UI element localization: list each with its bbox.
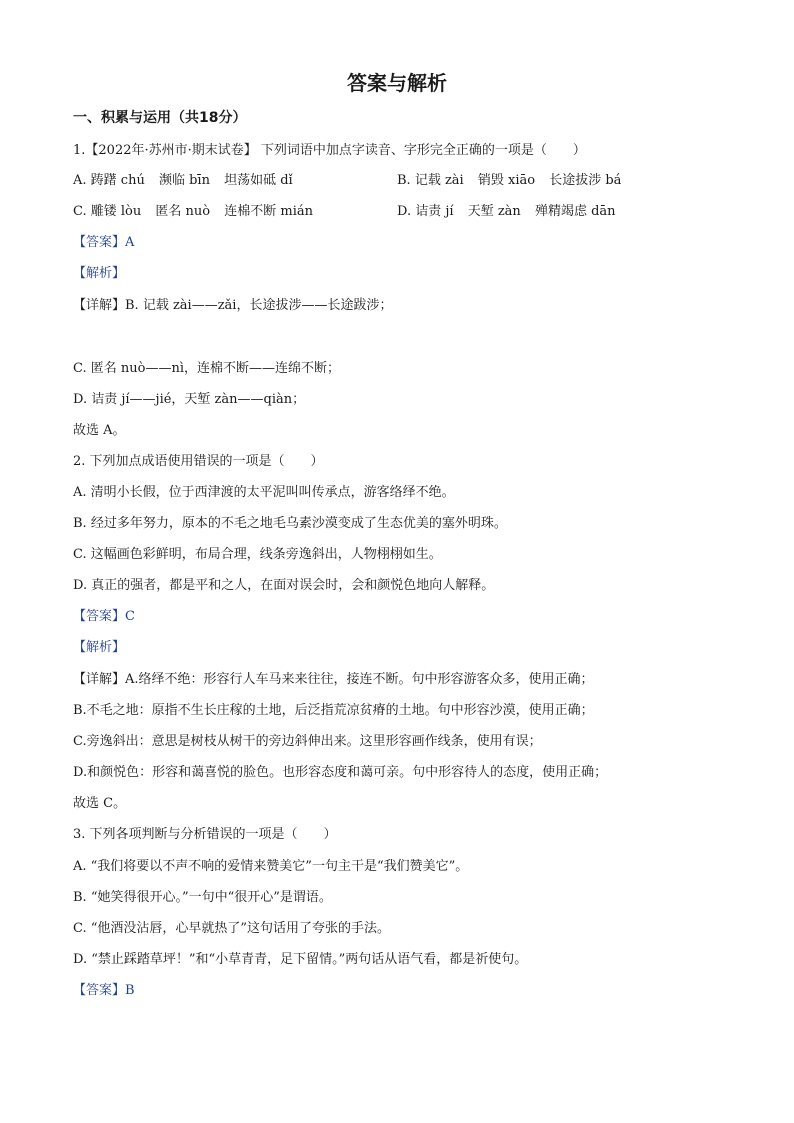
q2-stem: 2. 下列加点成语使用错误的一项是（ ） (73, 454, 324, 469)
q1-option-a-part: 濒临 bīn (158, 173, 210, 188)
q1-option-d (397, 204, 616, 220)
q3-answer: 【答案】B (73, 983, 135, 998)
q1-option-c-part: C. 雕镂 lòu (73, 204, 142, 219)
q2-option: B. 经过多年努力，原本的不毛之地毛乌素沙漠变成了生态优美的塞外明珠。 (73, 516, 507, 531)
q1-stem: 1.【2022年·苏州市·期末试卷】 下列词语中加点字读音、字形完全正确的一项是（ ） (73, 143, 586, 158)
q2-detail-line: 故选 C。 (73, 796, 127, 811)
q2-detail-line: C.旁逸斜出：意思是树枝从树干的旁边斜伸出来。这里形容画作线条，使用有误； (73, 734, 542, 749)
q1-detail-line: C. 匿名 nuò——nì，连棉不断——连绵不断； (73, 361, 340, 376)
q1-option-a (73, 173, 293, 189)
q1-answer: 【答案】A (73, 235, 135, 250)
q3-option: B. “她笑得很开心。”一句中“很开心”是谓语。 (73, 890, 332, 905)
q1-option-b-part: 长途拔涉 bá (549, 173, 622, 188)
q2-option: D. 真正的强者，都是平和之人，在面对误会时，会和颜悦色地向人解释。 (73, 578, 495, 593)
q1-analysis-label: 【解析】 (73, 266, 126, 281)
q3-option: D. “禁止踩踏草坪！”和“小草青青，足下留情。”两句话从语气看，都是祈使句。 (73, 952, 528, 967)
q1-option-b-part: B. 记载 zài (397, 173, 464, 188)
section-heading: 一、积累与运用（共18分） (73, 110, 247, 126)
q1-detail-line: D. 诘责 jí——jié，天堑 zàn——qiàn； (73, 392, 306, 407)
q2-detail-line: D.和颜悦色：形容和蔼喜悦的脸色。也形容态度和蔼可亲。句中形容待人的态度，使用正确； (73, 765, 608, 780)
q3-stem: 3. 下列各项判断与分析错误的一项是（ ） (73, 827, 337, 842)
q1-option-c-part: 匿名 nuò (155, 204, 211, 219)
q2-detail-line: 【详解】A.络绎不绝：形容行人车马来来往往，接连不断。句中形容游客众多，使用正确； (73, 672, 594, 687)
q1-option-a-part: A. 踌躇 chú (73, 173, 145, 188)
q1-option-d-part: D. 诘责 jí (397, 204, 454, 219)
q1-option-b-part: 销毁 xiāo (477, 173, 536, 188)
q2-option: C. 这幅画色彩鲜明，布局合理，线条旁逸斜出，人物栩栩如生。 (73, 547, 442, 562)
q1-option-b (397, 173, 621, 189)
q2-answer: 【答案】C (73, 609, 135, 624)
q1-option-c-part: 连棉不断 mián (224, 204, 313, 219)
q1-option-c (73, 204, 313, 220)
q2-option: A. 清明小长假，位于西津渡的太平泥叫叫传承点，游客络绎不绝。 (73, 485, 455, 500)
q1-option-a-part: 坦荡如砥 dǐ (224, 173, 293, 188)
q1-option-d-part: 天堑 zàn (467, 204, 521, 219)
q1-detail-line: 【详解】B. 记载 zài——zǎi，长途拔涉——长途跋涉； (73, 298, 393, 313)
q1-detail-line: 故选 A。 (73, 423, 126, 438)
q2-detail-line: B.不毛之地：原指不生长庄稼的土地，后泛指荒凉贫瘠的土地。句中形容沙漠，使用正确； (73, 703, 594, 718)
q2-analysis-label: 【解析】 (73, 640, 126, 655)
q3-option: C. “他酒没沾唇，心早就热了”这句话用了夸张的手法。 (73, 921, 391, 936)
q3-option: A. “我们将要以不声不响的爱情来赞美它”一句主干是“我们赞美它”。 (73, 859, 469, 874)
page-title: 答案与解析 (347, 71, 447, 95)
q1-option-d-part: 殚精竭虑 dān (534, 204, 616, 219)
